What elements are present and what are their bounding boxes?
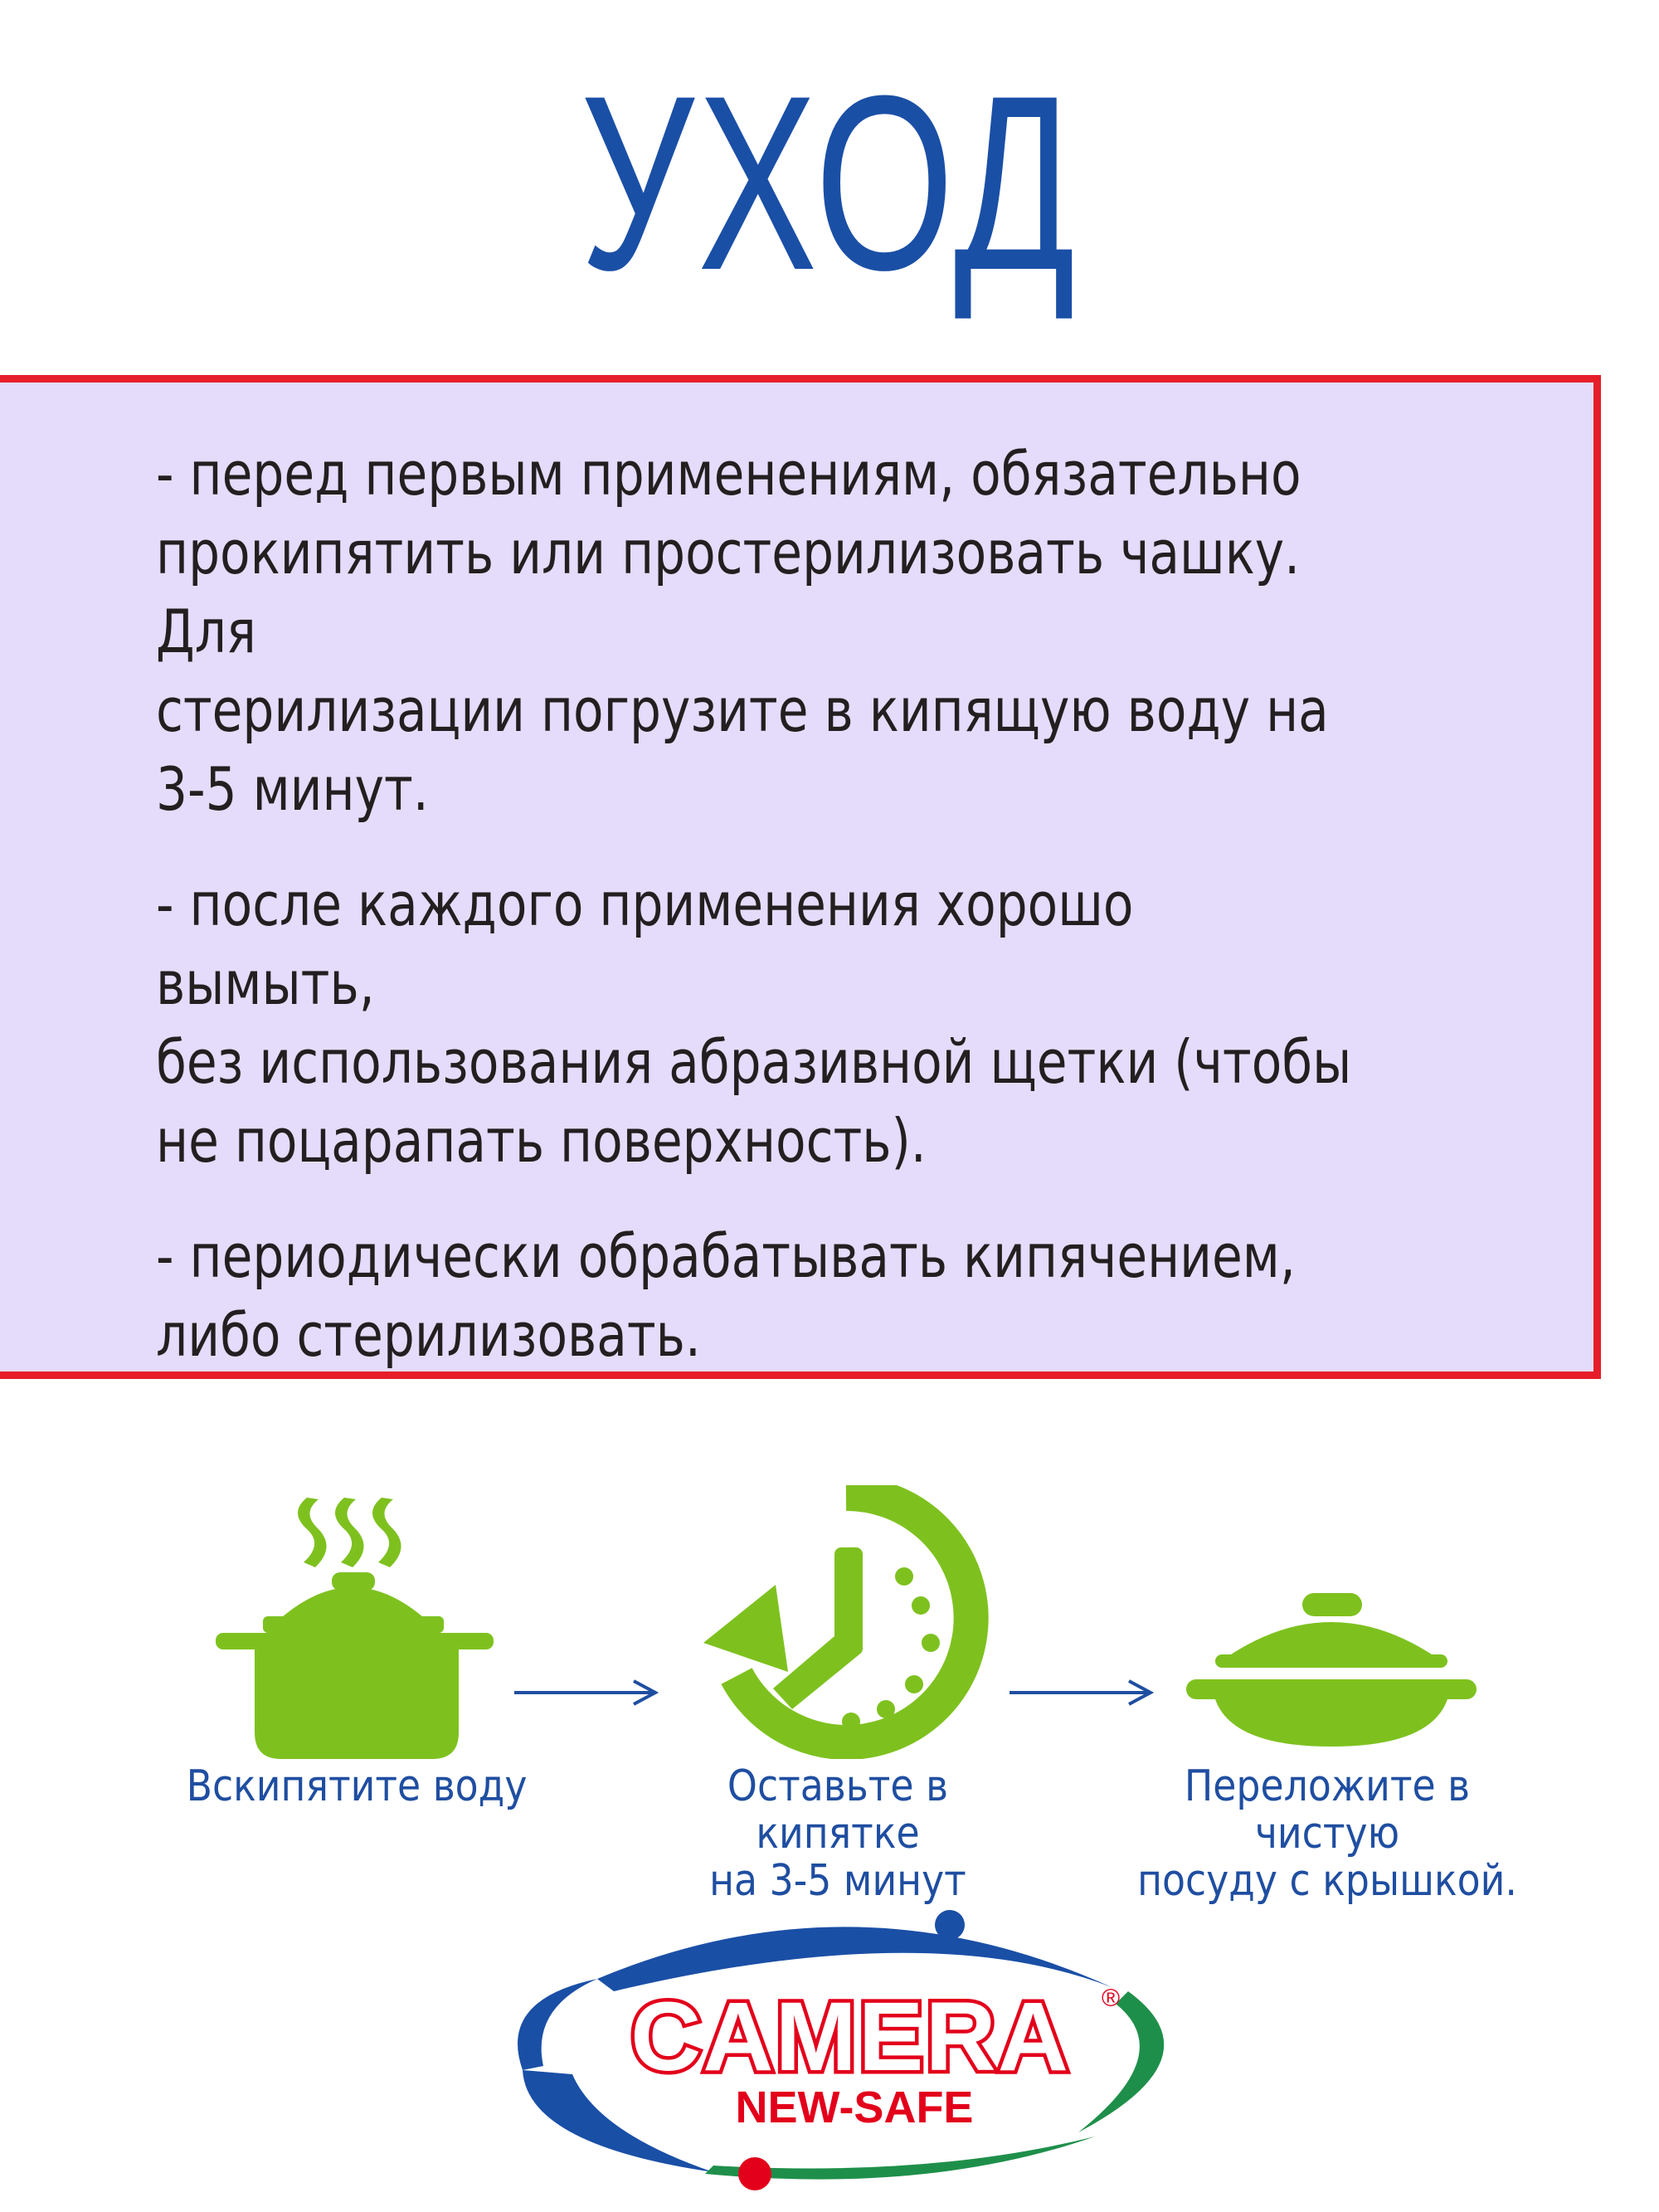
logo-tagline: NEW-SAFE: [735, 2083, 974, 2132]
step-caption-leave-in-boiling-water: Оставьте в кипятке на 3-5 минут: [709, 1761, 966, 1906]
logo-brand: CAMERA: [630, 1982, 1070, 2092]
step-caption-boil-water: Вскипятите воду: [186, 1761, 528, 1811]
boiling-pot-icon: [212, 1485, 502, 1767]
care-item-periodic-sterilization: - периодически обрабатывать кипячением, либо стерилизовать.: [156, 1221, 1296, 1370]
care-instructions: [156, 435, 1354, 1411]
logo-registered-mark: ®: [1102, 1985, 1121, 2012]
care-item-wash-after-use: - после каждого применения хорошо вымыть, без использования абразивной щетки (чтобы не поцарапать поверхность).: [156, 870, 1352, 1176]
page-title: УХОД: [580, 43, 1079, 322]
care-item-boil-before-first-use: - перед первым применениям, обязательно прокипятить или простерилизовать чашку. Для стерилизации погрузите в кипящую воду на 3-5 минут.: [156, 439, 1329, 824]
step-caption-transfer-to-clean-dish: Переложите в чистую посуду с крышкой.: [1137, 1761, 1517, 1906]
arrow-right-icon: [1008, 1676, 1157, 1709]
clock-timer-icon: [697, 1485, 995, 1759]
camera-new-safe-logo: [498, 1908, 1211, 2190]
covered-dish-icon: [1182, 1593, 1481, 1751]
arrow-right-icon: [513, 1676, 662, 1709]
